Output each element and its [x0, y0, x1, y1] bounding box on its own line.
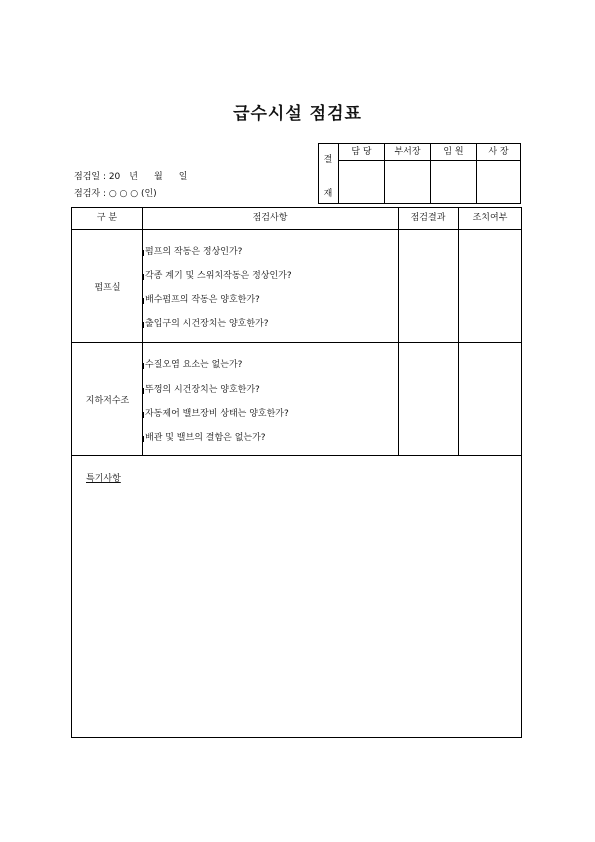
approval-head-executive: 임 원 — [431, 144, 476, 161]
inspection-table — [71, 207, 522, 738]
notes-rule — [72, 455, 521, 456]
check-item: 배관 및 밸브의 결함은 없는가? — [145, 430, 266, 443]
inspector: 점검자 : ○ ○ ○ (인) — [74, 189, 157, 199]
approval-col-dept-head — [384, 144, 430, 203]
check-item: 뚜껑의 시건장치는 양호한가? — [145, 382, 260, 395]
year-label: 년 — [129, 172, 138, 182]
header-category: 구 분 — [96, 213, 118, 223]
header-rule — [72, 229, 521, 230]
approval-col-executive — [430, 144, 476, 203]
approval-block — [318, 143, 521, 204]
approval-head-president: 사 장 — [477, 144, 520, 161]
approval-label-top: 결 — [323, 155, 333, 165]
approval-head-dept-head: 부서장 — [385, 144, 430, 161]
check-item: 배수펌프의 작동은 양호한가? — [145, 292, 260, 305]
day-label: 일 — [178, 172, 188, 182]
check-item: 수질오염 요소는 없는가? — [145, 357, 242, 370]
section-rule — [72, 342, 521, 343]
header-items: 점검사항 — [252, 213, 288, 223]
category-underground-tank: 지하저수조 — [85, 396, 130, 406]
inspection-date — [74, 169, 187, 182]
check-item: 펌프의 작동은 정상인가? — [145, 244, 242, 257]
check-item: 자동제어 밸브장비 상태는 양호한가? — [145, 406, 289, 419]
date-label: 점검일 : 20 — [74, 172, 121, 182]
col-rule-3 — [458, 208, 459, 455]
approval-col-staff — [338, 144, 384, 203]
approval-head-staff: 담 당 — [339, 144, 384, 161]
header-result: 점검결과 — [410, 213, 446, 223]
approval-label-bottom: 재 — [323, 189, 333, 199]
category-pump-room: 펌프실 — [94, 283, 121, 293]
special-notes-label: 특기사항 — [86, 474, 121, 484]
check-item: 출입구의 시건장치는 양호한가? — [145, 316, 269, 329]
month-label: 월 — [154, 172, 163, 182]
header-action: 조치여부 — [472, 213, 508, 223]
page-title: 급수시설 점검표 — [233, 104, 362, 124]
approval-col-president — [476, 144, 520, 203]
col-rule-2 — [398, 208, 399, 455]
check-item: 각종 계기 및 스위치작동은 정상인가? — [145, 268, 292, 281]
